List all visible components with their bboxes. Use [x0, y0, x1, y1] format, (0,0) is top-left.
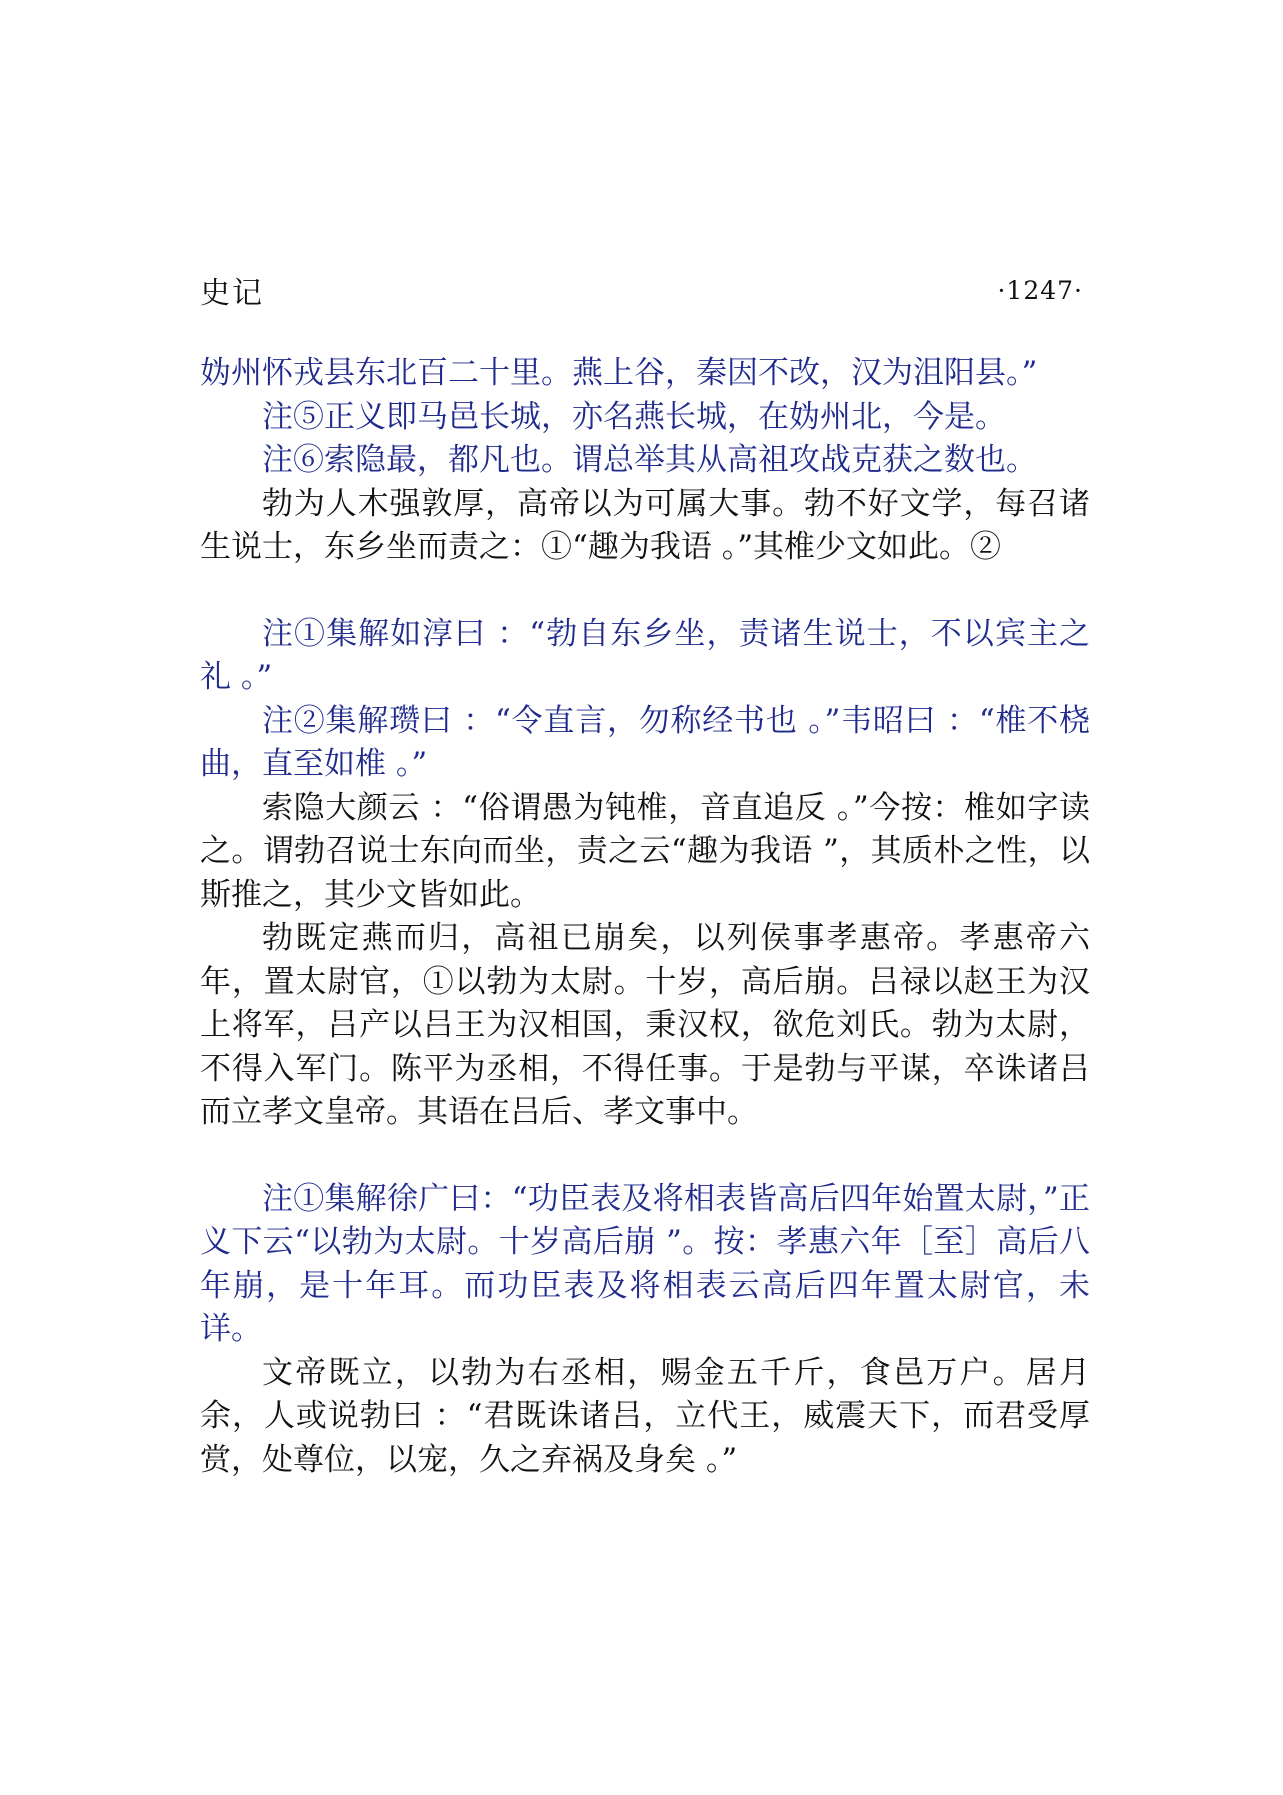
paragraph-5: 注①集解如淳曰 ：“勃自东乡坐，责诸生说士，不以宾主之礼 。”: [200, 615, 1090, 695]
paragraph-9: 注①集解徐广曰：“功臣表及将相表皆高后四年始置太尉，”正义下云“以勃为太尉。十岁高后崩 ”。按：孝惠六年［至］高后八年崩，是十年耳。而功臣表及将相表云高后四年置太尉官，未详。: [200, 1180, 1090, 1347]
paragraph-3: 注⑥索隐最，都凡也。谓总举其从高祖攻战克获之数也。: [262, 442, 1037, 478]
paragraph-2: 注⑤正义即马邑长城，亦名燕长城，在妫州北，今是。: [262, 398, 1006, 435]
paragraph-7: 索隐大颜云 ：“俗谓愚为钝椎，音直追反 。”今按：椎如字读之。谓勃召说士东向而坐，责之云“趣为我语 ”，其质朴之性，以斯推之，其少文皆如此。: [200, 789, 1090, 913]
page-content: [200, 352, 1090, 1482]
paragraph-6: 注②集解瓒曰 ：“令直言，勿称经书也 。”韦昭曰 ：“椎不桡曲，直至如椎 。”: [200, 702, 1090, 782]
paragraph-1: 妫州怀戎县东北百二十里。燕上谷，秦因不改，汉为沮阳县。”: [200, 355, 1038, 391]
paragraph-8: 勃既定燕而归，高祖已崩矣，以列侯事孝惠帝。孝惠帝六年，置太尉官，①以勃为太尉。十岁，高后崩。吕禄以赵王为汉上将军，吕产以吕王为汉相国，秉汉权，欲危刘氏。勃为太尉，不得入军门。陈平为丞相，不得任事。于是勃与平谋，卒诛诸吕而立孝文皇帝。其语在吕后、孝文事中。: [200, 920, 1090, 1130]
book-title: 史记: [200, 276, 264, 311]
page-number: ·1247·: [997, 275, 1083, 305]
paragraph-4: 勃为人木强敦厚，高帝以为可属大事。勃不好文学，每召诸生说士，东乡坐而责之：①“趣为我语 。”其椎少文如此。②: [200, 485, 1090, 565]
paragraph-10: 文帝既立，以勃为右丞相，赐金五千斤，食邑万户。居月余，人或说勃曰 ：“君既诛诸吕，立代王，威震天下，而君受厚赏，处尊位，以宠，久之弃祸及身矣 。”: [200, 1354, 1090, 1478]
page-header: [200, 268, 1083, 312]
